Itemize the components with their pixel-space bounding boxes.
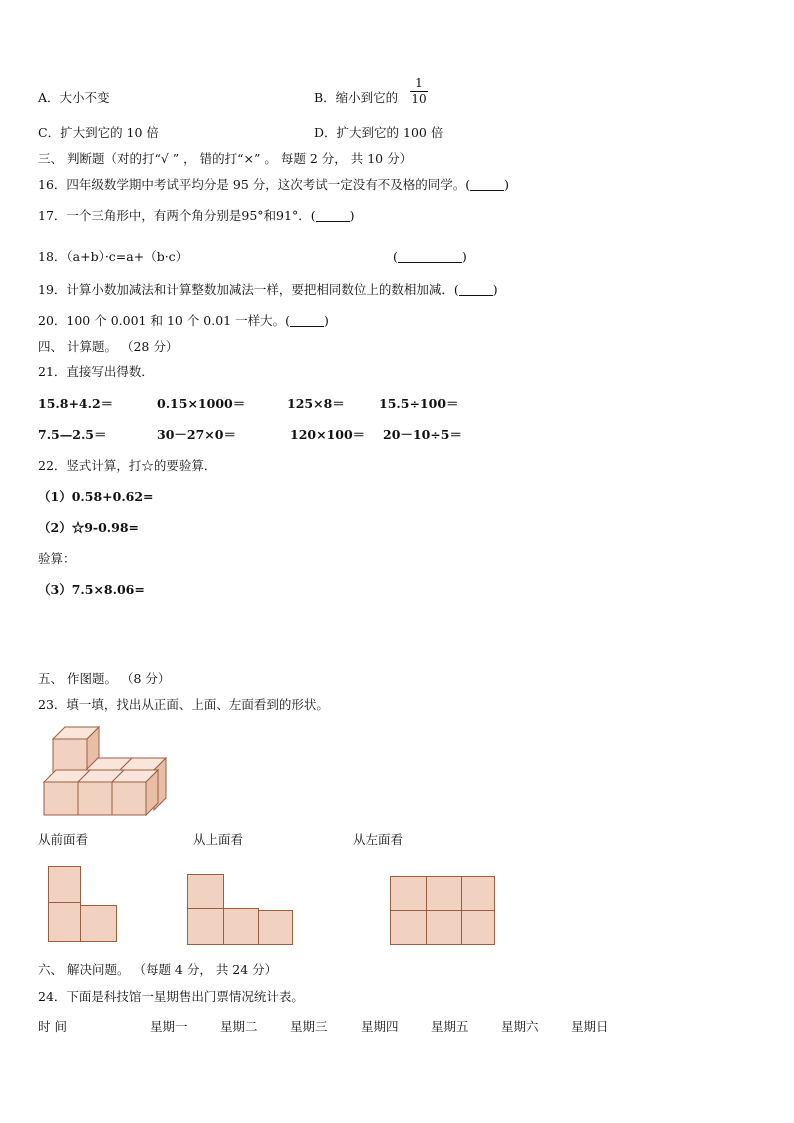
- table-header-cell: 星期一: [150, 1019, 188, 1034]
- q16-close: ): [504, 177, 510, 192]
- view-label-left: 从左面看: [353, 832, 404, 847]
- q22-part1: （1）0.58+0.62=: [38, 489, 154, 504]
- q21-item: 7.5—2.5＝: [38, 427, 107, 442]
- q18-text: 18．（a+b）·c=a+（b·c）: [38, 249, 189, 264]
- q18-open: (: [393, 249, 398, 264]
- view-label-top: 从上面看: [193, 832, 244, 847]
- q22-check-label: 验算：: [38, 551, 76, 566]
- table-header-cell: 星期六: [501, 1019, 539, 1034]
- q18-answer: [393, 249, 467, 265]
- table-header-cell: 时 间: [38, 1019, 67, 1034]
- q19: [38, 282, 498, 298]
- table-header-cell: 星期二: [220, 1019, 258, 1034]
- q15-option-b-fraction: [410, 76, 428, 107]
- q21-item: 15.5÷100＝: [379, 396, 459, 411]
- q20: [38, 313, 329, 329]
- left-view-figure: [390, 876, 496, 946]
- q17-close: ): [349, 208, 355, 223]
- section3-title: 三、 判断题（对的打“√ ” ， 错的打“×” 。 每题 2 分， 共 10 分）: [38, 151, 413, 166]
- q21-item: 0.15×1000＝: [157, 396, 246, 411]
- front-view-figure: [48, 866, 118, 944]
- q20-text: 20．100 个 0.001 和 10 个 0.01 一样大。(: [38, 313, 290, 328]
- q19-close: ): [492, 282, 498, 297]
- top-view-figure: [187, 874, 295, 946]
- q17-answer-blank[interactable]: [316, 209, 350, 222]
- fraction-denominator: 10: [411, 92, 427, 106]
- q19-answer-blank[interactable]: [459, 283, 493, 296]
- q17: [38, 208, 355, 224]
- q24-title: 24．下面是科技馆一星期售出门票情况统计表。: [38, 989, 304, 1004]
- q15-option-b: B．缩小到它的: [314, 90, 399, 105]
- q15-option-c: C．扩大到它的 10 倍: [38, 125, 159, 140]
- q23-title: 23．填一填，找出从正面、上面、左面看到的形状。: [38, 697, 329, 712]
- cube-stack-figure: [40, 722, 180, 818]
- q19-text: 19．计算小数加减法和计算整数加减法一样，要把相同数位上的数相加减．(: [38, 282, 459, 297]
- q21-item: 15.8+4.2＝: [38, 396, 114, 411]
- q16: [38, 177, 509, 193]
- table-header-cell: 星期日: [571, 1019, 609, 1034]
- q15-option-a: A．大小不变: [38, 90, 110, 105]
- table-header-cell: 星期四: [361, 1019, 399, 1034]
- q22-title: 22．竖式计算，打☆的要验算．: [38, 458, 217, 473]
- fraction-numerator: 1: [410, 76, 428, 92]
- section4-title: 四、 计算题。 （28 分）: [38, 339, 179, 354]
- q22-part2: （2）☆9-0.98=: [38, 520, 140, 535]
- table-header-cell: 星期三: [290, 1019, 328, 1034]
- q21-item: 30－27×0＝: [157, 427, 236, 442]
- q15-option-d: D．扩大到它的 100 倍: [314, 125, 444, 140]
- view-label-front: 从前面看: [38, 832, 89, 847]
- table-header-cell: 星期五: [431, 1019, 469, 1034]
- q20-answer-blank[interactable]: [290, 314, 324, 327]
- q18-close: ): [461, 249, 467, 264]
- q22-part3: （3）7.5×8.06=: [38, 582, 145, 597]
- cube-row-front: [44, 770, 158, 815]
- q21-item: 120×100＝: [290, 427, 366, 442]
- q21-title: 21．直接写出得数．: [38, 364, 154, 379]
- q21-item: 20－10÷5＝: [383, 427, 462, 442]
- q20-close: ): [323, 313, 329, 328]
- q16-text: 16．四年级数学期中考试平均分是 95 分，这次考试一定没有不及格的同学。(: [38, 177, 471, 192]
- q18-answer-blank[interactable]: [398, 250, 462, 263]
- q21-item: 125×8＝: [287, 396, 345, 411]
- q17-text: 17．一个三角形中，有两个角分别是95°和91°．(: [38, 208, 316, 223]
- q16-answer-blank[interactable]: [470, 178, 504, 191]
- section5-title: 五、 作图题。 （8 分）: [38, 671, 171, 686]
- section6-title: 六、 解决问题。 （每题 4 分， 共 24 分）: [38, 962, 278, 977]
